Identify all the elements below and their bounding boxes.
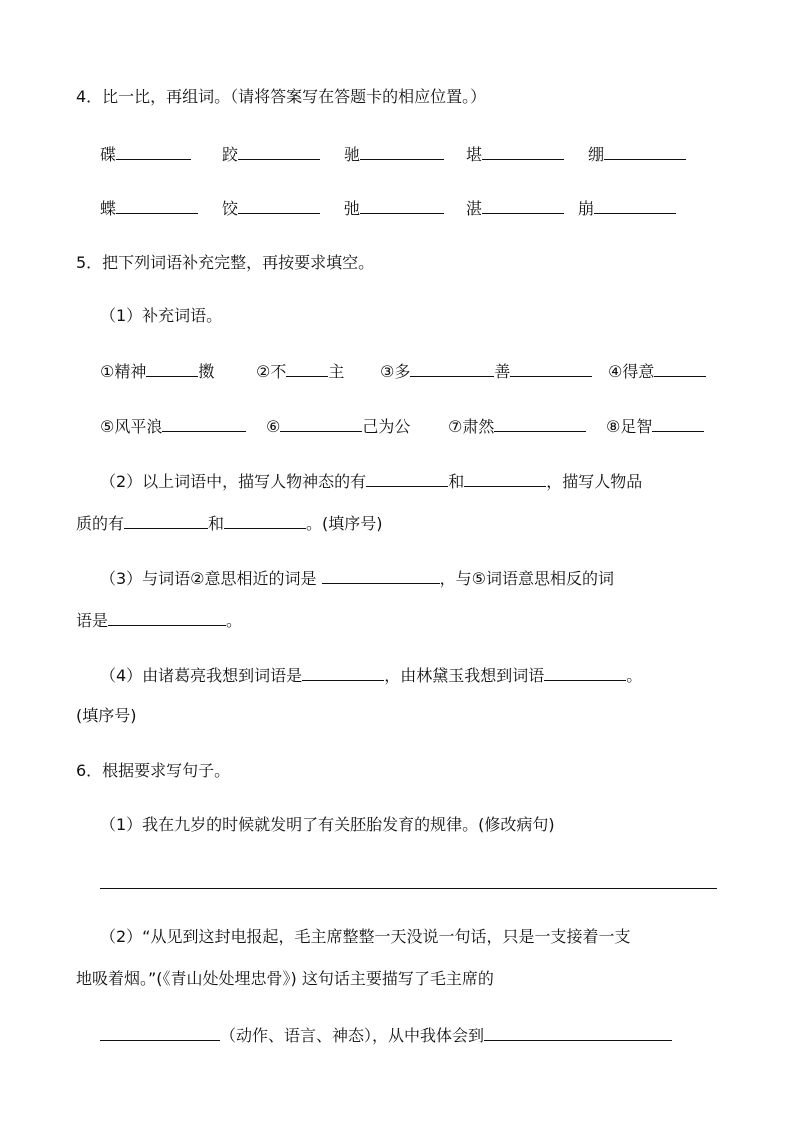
answer-blank[interactable] (482, 143, 564, 160)
answer-blank[interactable] (360, 143, 444, 160)
answer-blank[interactable] (482, 197, 564, 214)
idiom-text: ⑤风平浪 (100, 417, 163, 436)
idiom-text: ①精神 (100, 362, 147, 381)
idiom-text: ②不 (256, 362, 287, 381)
answer-blank[interactable] (410, 360, 494, 377)
q4-item (344, 143, 444, 166)
idiom-6 (266, 415, 410, 438)
q5-sub2-line1 (100, 470, 642, 493)
sub2-text: 质的有 (76, 514, 125, 533)
idiom-text: 己为公 (362, 417, 411, 436)
q4-item (466, 197, 564, 220)
answer-blank[interactable] (366, 470, 448, 487)
answer-blank[interactable] (108, 609, 226, 626)
sub2-text: （动作、语言、神态），从中我体会到 (220, 1026, 485, 1045)
answer-blank[interactable] (124, 512, 208, 529)
idiom-text: 擞 (198, 362, 215, 381)
answer-blank[interactable] (604, 143, 686, 160)
sub3-text: 语是 (76, 611, 109, 630)
q5-sub3-line2 (76, 609, 242, 632)
answer-blank[interactable] (100, 1024, 220, 1041)
answer-blank[interactable] (238, 197, 320, 214)
q4-item (588, 143, 686, 166)
q4-item (344, 197, 444, 220)
sub2-text: 。(填序号) (306, 514, 383, 533)
answer-blank[interactable] (652, 415, 704, 432)
answer-blank[interactable] (116, 197, 198, 214)
answer-blank[interactable] (302, 664, 384, 681)
answer-blank[interactable] (224, 512, 306, 529)
sub2-text: （2）以上词语中，描写人物神态的有 (100, 472, 367, 491)
sub3-text: （3）与词语②意思相近的词是 (100, 569, 322, 588)
answer-blank[interactable] (484, 1024, 672, 1041)
idiom-text: ⑧足智 (606, 417, 653, 436)
answer-blank[interactable] (146, 360, 198, 377)
q4-char: 绷 (588, 145, 605, 164)
idiom-text: ⑥ (266, 417, 281, 436)
q4-char: 弛 (344, 199, 361, 218)
q4-char: 跤 (222, 145, 239, 164)
sub4-text: ，由林黛玉我想到词语 (384, 666, 545, 685)
q5-title: 5．把下列词语补充完整，再按要求填空。 (76, 253, 375, 272)
q6-sub2-line1: （2）“从见到这封电报起，毛主席整整一天没说一句话，只是一支接着一支 (100, 927, 631, 946)
sub4-text: （4）由诸葛亮我想到词语是 (100, 666, 303, 685)
idiom-text: ③多 (380, 362, 411, 381)
answer-blank[interactable] (594, 197, 676, 214)
answer-blank[interactable] (280, 415, 362, 432)
q6-sub1: （1）我在九岁的时候就发明了有关胚胎发育的规律。(修改病句) (100, 815, 555, 834)
answer-blank[interactable] (654, 360, 706, 377)
q4-char: 碟 (100, 145, 117, 164)
answer-blank[interactable] (464, 470, 546, 487)
answer-blank[interactable] (510, 360, 592, 377)
answer-blank[interactable] (544, 664, 626, 681)
idiom-8 (606, 415, 704, 438)
q4-item (100, 197, 198, 220)
answer-blank[interactable] (116, 143, 191, 160)
idiom-text: 善 (494, 362, 511, 381)
answer-blank[interactable] (322, 567, 440, 584)
q4-char: 饺 (222, 199, 239, 218)
idiom-5 (100, 415, 246, 438)
q4-char: 崩 (578, 199, 595, 218)
q5-sub1: （1）补充词语。 (100, 306, 223, 325)
sub3-text: ，与⑤词语意思相反的词 (439, 569, 614, 588)
q5-sub3-line1 (100, 567, 614, 590)
idiom-text: ⑦肃然 (448, 417, 495, 436)
idiom-2 (256, 360, 344, 383)
q5-sub4-line1 (100, 664, 642, 687)
answer-blank[interactable] (286, 360, 328, 377)
q6-sub2-line2: 地吸着烟。”(《青山处处埋忠骨》) 这句话主要描写了毛主席的 (76, 969, 494, 988)
idiom-7 (448, 415, 586, 438)
q4-item (578, 197, 676, 220)
q4-char: 堪 (466, 145, 483, 164)
q4-item (466, 143, 564, 166)
q4-item (222, 143, 320, 166)
q5-sub2-line2 (76, 512, 383, 535)
q4-item (100, 143, 191, 166)
idiom-text: ④得意 (608, 362, 655, 381)
sub4-text: 。 (626, 666, 643, 685)
answer-blank[interactable] (494, 415, 586, 432)
q4-char: 湛 (466, 199, 483, 218)
q4-item (222, 197, 320, 220)
q5-sub4-line2: (填序号) (76, 706, 137, 725)
answer-blank[interactable] (162, 415, 246, 432)
answer-line[interactable] (100, 888, 717, 889)
answer-blank[interactable] (238, 143, 320, 160)
sub2-text: 和 (208, 514, 225, 533)
q6-sub2-line3 (100, 1024, 672, 1047)
idiom-3 (380, 360, 592, 383)
sub2-text: 和 (448, 472, 465, 491)
answer-blank[interactable] (360, 197, 444, 214)
q4-char: 驰 (344, 145, 361, 164)
q4-title: 4．比一比，再组词。（请将答案写在答题卡的相应位置。） (76, 87, 487, 106)
sub3-text: 。 (226, 611, 243, 630)
idiom-4 (608, 360, 706, 383)
sub2-text: ，描写人物品 (546, 472, 643, 491)
q6-title: 6．根据要求写句子。 (76, 761, 231, 780)
q4-char: 蝶 (100, 199, 117, 218)
idiom-text: 主 (328, 362, 345, 381)
idiom-1 (100, 360, 214, 383)
